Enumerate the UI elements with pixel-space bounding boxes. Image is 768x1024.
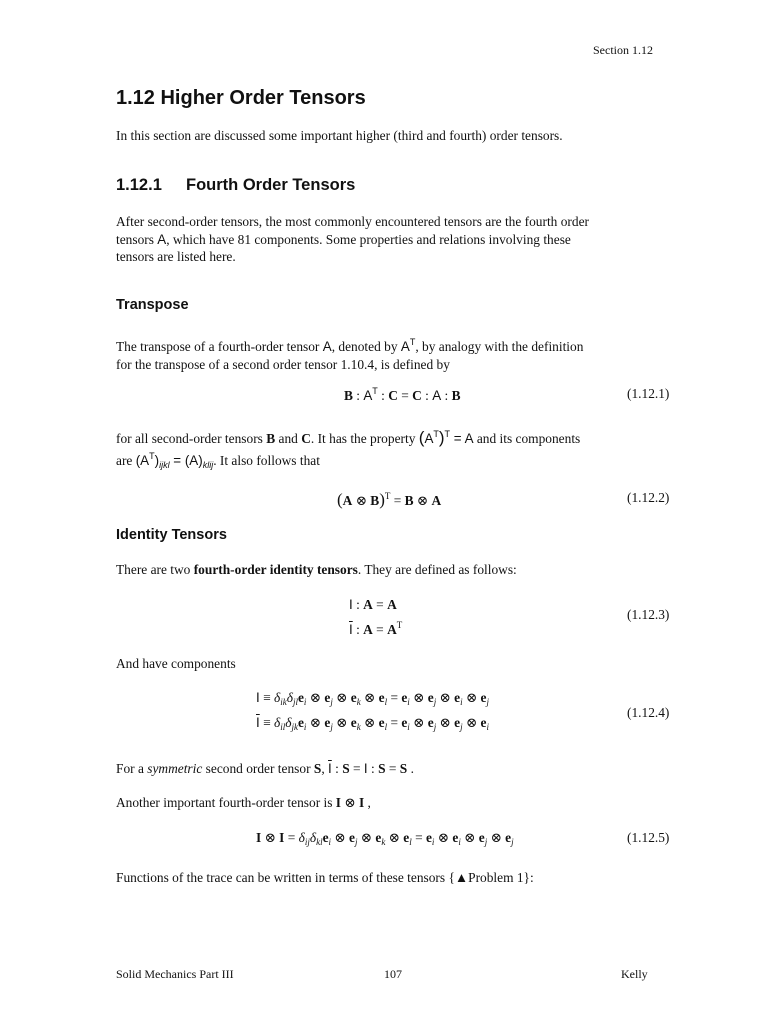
transpose-heading: Transpose (116, 297, 189, 313)
transpose-line1c: , by analogy with the definition (415, 339, 584, 354)
transpose-line2: for the transpose of a second order tensor 1.10.4, is defined by (116, 356, 450, 372)
identity-line1b: . They are defined as follows: (357, 562, 517, 577)
transpose-line3b: and (278, 431, 298, 446)
footer-left: Solid Mechanics Part III (116, 967, 234, 981)
tensor-A-symbol: A (157, 231, 167, 247)
transpose-line1a: The transpose of a fourth-order tensor (116, 339, 320, 354)
subsection-heading (116, 176, 355, 195)
equation-number-1-12-1: (1.12.1) (627, 386, 670, 401)
transpose-line3d: and its components (476, 431, 581, 446)
another-tensor-paragraph: Another important fourth-order tensor is I ⊗ I , (116, 795, 371, 810)
equation-1-12-4b: $\overline{I} \equiv \delta_{il}\delta_{jk}e_i$ ⊗ $e_j$ ⊗ $e_k$ ⊗ $e_l = e_i$ ⊗ $e_j$ ⊗ $e_j$ ⊗ $e_i$ (256, 715, 489, 732)
symmetric-paragraph: For a symmetric second order tensor S, $\overline{I}$ : S = I : S = S . (116, 761, 414, 776)
identity-bold-term: fourth-order identity tensors (193, 562, 358, 577)
transpose-line4b: . It also follows that (213, 452, 320, 468)
symmetric-italic: symmetric (147, 761, 203, 776)
subsection-title: Fourth Order Tensors (186, 176, 356, 194)
equation-1-12-5: I ⊗ $I = \delta_{ij}\delta_{kl}e_i$ ⊗ $e_j$ ⊗ $e_k$ ⊗ $e_l = e_i$ ⊗ $e_i$ ⊗ $e_j$ ⊗ $e_j$ (256, 830, 514, 847)
identity-intro-paragraph (116, 561, 676, 579)
page-title: 1.12 Higher Order Tensors (116, 87, 366, 109)
identity-heading: Identity Tensors (116, 527, 227, 543)
para1-line2b: , which have 81 components. Some properties and relations involving these (166, 231, 571, 247)
tensor-A-symbol: A (322, 339, 332, 354)
equation-number-1-12-4: (1.12.4) (627, 705, 670, 720)
tensor-AT-symbol: $A^T$ (400, 337, 416, 354)
transpose-line3a: for all second-order tensors (116, 431, 263, 446)
para1-line1: After second-order tensors, the most commonly encountered tensors are the fourth order (116, 214, 589, 229)
intro-paragraph: In this section are discussed some important higher (third and fourth) order tensors. (116, 128, 563, 143)
equation-number-1-12-5: (1.12.5) (627, 830, 670, 845)
equation-1-12-4a: $I \equiv \delta_{ik}\delta_{jl}e_i$ ⊗ $e_j$ ⊗ $e_k$ ⊗ $e_l = e_i$ ⊗ $e_j$ ⊗ $e_i$ ⊗ $e_j$ (256, 690, 489, 707)
equation-number-1-12-3: (1.12.3) (627, 607, 670, 622)
subsection-number: 1.12.1 (116, 176, 162, 194)
equation-1-12-3b: $\overline{I}$ : $A = A^T$ (349, 620, 403, 637)
transpose-property-expr: $(A^T)^T = A$ (418, 428, 474, 447)
fourth-order-paragraph (116, 213, 676, 266)
equation-1-12-3a: I : A = A (349, 597, 397, 612)
para1-line3: tensors are listed here. (116, 249, 236, 264)
symmetric-line-a: For a (116, 761, 144, 776)
transpose-line1b: , denoted by (331, 339, 398, 354)
para1-line2a: tensors (116, 231, 154, 247)
transpose-property-paragraph: for all second-order tensors B and C. It has the property $(A^T)^T = A$ and its components are $(A^T)_{ijkl} = (A)_{klij}$. It also follows that (116, 428, 581, 470)
trace-paragraph: Functions of the trace can be written in terms of these tensors {▲Problem 1}: (116, 870, 534, 885)
equation-1-12-2: (A ⊗ B)$^T$ = B ⊗ A (337, 490, 442, 509)
page-number: 107 (384, 967, 402, 981)
equation-1-12-1: B : $A^T$ : C = C : A : B (344, 386, 461, 403)
footer-right: Kelly (621, 967, 648, 981)
transpose-components-expr: $(A^T)_{ijkl} = (A)_{klij}$ (135, 450, 214, 470)
another-line-a: Another important fourth-order tensor is (116, 795, 333, 810)
running-header: Section 1.12 (593, 43, 653, 57)
transpose-paragraph (116, 334, 676, 373)
identity-line1a: There are two (116, 562, 191, 577)
transpose-line3c: . It has the property (310, 431, 416, 446)
symmetric-line-b: second order tensor (205, 761, 311, 776)
transpose-line4a: are (116, 452, 133, 468)
components-label: And have components (116, 656, 236, 671)
equation-number-1-12-2: (1.12.2) (627, 490, 670, 505)
